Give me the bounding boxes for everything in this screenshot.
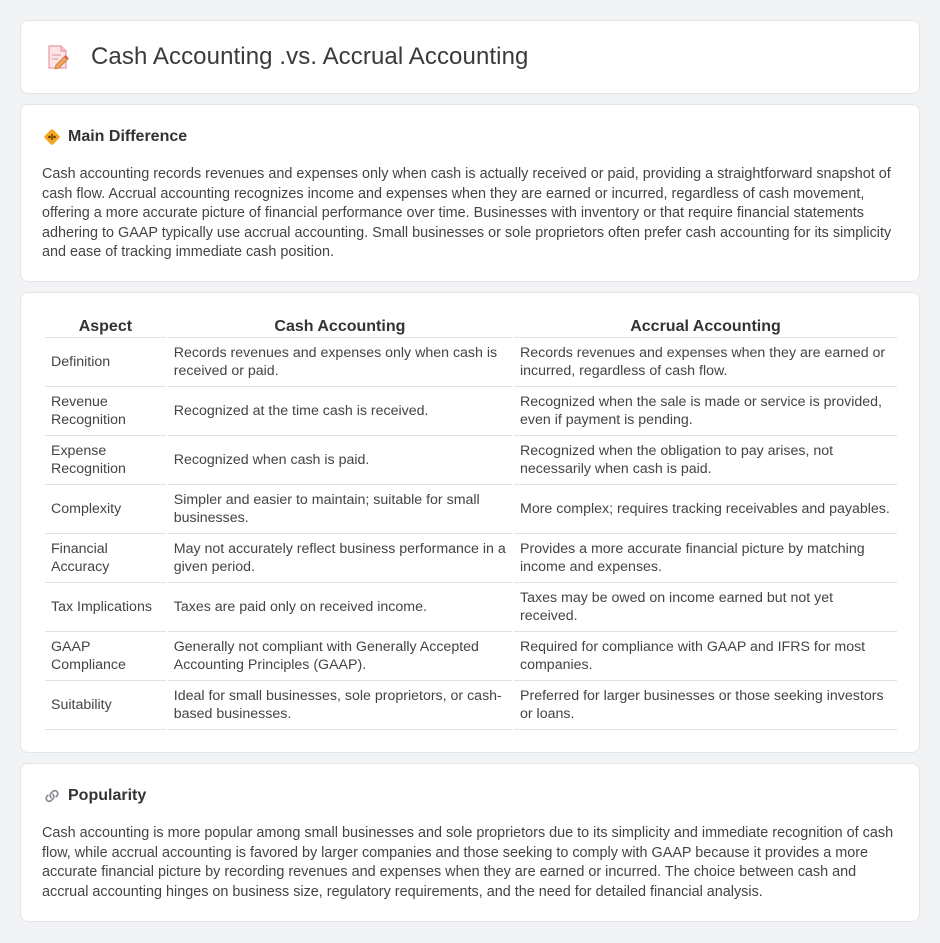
- accrual-cell: Required for compliance with GAAP and IFRS for most companies.: [514, 632, 897, 681]
- accrual-cell: Recognized when the sale is made or service is provided, even if payment is pending.: [514, 387, 897, 436]
- popularity-title: Popularity: [68, 787, 147, 804]
- accrual-cell: More complex; requires tracking receivables and payables.: [514, 485, 897, 534]
- table-row: [45, 485, 897, 534]
- cash-cell: Taxes are paid only on received income.: [168, 583, 512, 632]
- main-difference-card: [20, 104, 920, 282]
- cash-cell: Generally not compliant with Generally Accepted Accounting Principles (GAAP).: [168, 632, 512, 681]
- aspect-cell: Definition: [45, 338, 166, 387]
- main-difference-text: Cash accounting records revenues and expenses only when cash is actually received or paid, providing a straightforward snapshot of cash flow. Accrual accounting recognizes income and expenses when they are earned or incurred, regardless of cash movement, offering a more accurate picture of financial performance over time. Businesses with inventory or that require financial statements adhering to GAAP typically use accrual accounting. Small businesses or sole proprietors often prefer cash accounting for its simplicity and ease of tracking immediate cash position.: [42, 166, 892, 261]
- cash-cell: Ideal for small businesses, sole proprietors, or cash-based businesses.: [168, 681, 512, 730]
- column-header-aspect: Aspect: [45, 316, 166, 338]
- column-header-cash: Cash Accounting: [168, 316, 512, 338]
- aspect-cell: Financial Accuracy: [45, 534, 166, 583]
- header-card: [20, 20, 920, 94]
- aspect-cell: GAAP Compliance: [45, 632, 166, 681]
- column-header-accrual: Accrual Accounting: [514, 316, 897, 338]
- cash-cell: Recognized when cash is paid.: [168, 436, 512, 485]
- table-row: [45, 338, 897, 387]
- accrual-cell: Preferred for larger businesses or those seeking investors or loans.: [514, 681, 897, 730]
- link-icon: [43, 787, 61, 805]
- table-row: [45, 681, 897, 730]
- cash-cell: Simpler and easier to maintain; suitable for small businesses.: [168, 485, 512, 534]
- accrual-cell: Records revenues and expenses when they are earned or incurred, regardless of cash flow.: [514, 338, 897, 387]
- table-row: [45, 583, 897, 632]
- aspect-cell: Tax Implications: [45, 583, 166, 632]
- diamond-warning-icon: [43, 128, 61, 146]
- table-row: [45, 632, 897, 681]
- accrual-cell: Taxes may be owed on income earned but not yet received.: [514, 583, 897, 632]
- document-pencil-icon: [45, 43, 71, 71]
- aspect-cell: Revenue Recognition: [45, 387, 166, 436]
- comparison-card: [20, 292, 920, 753]
- aspect-cell: Suitability: [45, 681, 166, 730]
- cash-cell: Recognized at the time cash is received.: [168, 387, 512, 436]
- cash-cell: May not accurately reflect business performance in a given period.: [168, 534, 512, 583]
- accrual-cell: Provides a more accurate financial picture by matching income and expenses.: [514, 534, 897, 583]
- table-row: [45, 534, 897, 583]
- table-row: [45, 387, 897, 436]
- main-difference-title: Main Difference: [68, 128, 188, 145]
- table-row: [45, 436, 897, 485]
- aspect-cell: Complexity: [45, 485, 166, 534]
- popularity-text: Cash accounting is more popular among small businesses and sole proprietors due to its simplicity and immediate recognition of cash flow, while accrual accounting is favored by larger companies and those seeking to comply with GAAP because it provides a more accurate financial picture by recording revenues and expenses when they are earned or incurred. The choice between cash and accrual accounting hinges on business size, regulatory requirements, and the need for detailed financial analysis.: [42, 825, 894, 900]
- table-header-row: [45, 316, 897, 338]
- cash-cell: Records revenues and expenses only when cash is received or paid.: [168, 338, 512, 387]
- aspect-cell: Expense Recognition: [45, 436, 166, 485]
- page-title: Cash Accounting .vs. Accrual Accounting: [91, 43, 529, 70]
- comparison-table: [43, 316, 899, 730]
- popularity-card: [20, 763, 920, 922]
- accrual-cell: Recognized when the obligation to pay arises, not necessarily when cash is paid.: [514, 436, 897, 485]
